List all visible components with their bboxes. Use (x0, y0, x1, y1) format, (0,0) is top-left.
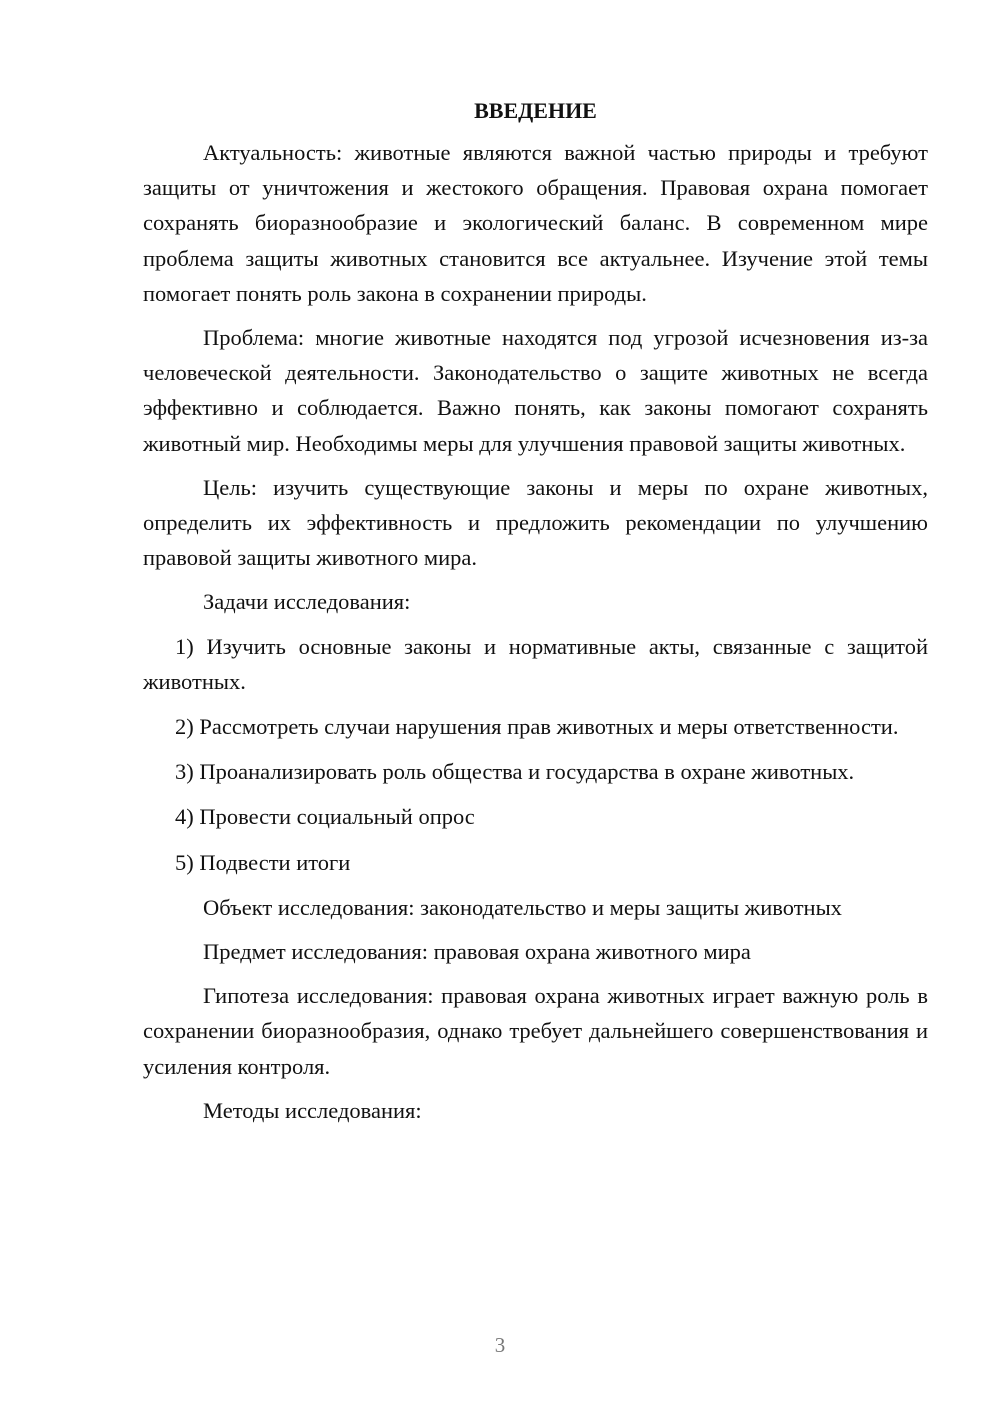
document-title: ВВЕДЕНИЕ (474, 98, 597, 123)
task-item-3: 3) Проанализировать роль общества и государства в охране животных. (175, 759, 855, 785)
task-item-4: 4) Провести социальный опрос (175, 804, 475, 830)
research-methods: Методы исследования: (203, 1097, 422, 1123)
task-item-1: 1) Изучить основные законы и нормативные акты, связанные с защитой животных. (143, 633, 928, 694)
document-content (143, 95, 928, 1137)
goal-paragraph: Цель: изучить существующие законы и меры по охране животных, определить их эффективность и предложить рекомендации по улучшению правовой защиты животного мира. (143, 474, 928, 571)
problem-paragraph: Проблема: многие животные находятся под угрозой исчезновения из-за человеческой деятельности. Законодательство о защите животных не всегда эффективно и соблюдается. Важно понять, как законы помогают сохранять животный мир. Необходимы меры для улучшения правовой защиты животных. (143, 325, 928, 456)
task-item-2: 2) Рассмотреть случаи нарушения прав животных и меры ответственности. (175, 714, 899, 740)
research-hypothesis: Гипотеза исследования: правовая охрана животных играет важную роль в сохранении биоразнообразия, однако требует дальнейшего совершенствования и усиления контроля. (143, 983, 928, 1079)
tasks-heading: Задачи исследования: (203, 589, 411, 615)
relevance-paragraph: Актуальность: животные являются важной частью природы и требуют защиты от уничтожения и жестокого обращения. Правовая охрана помогает сохранять биоразнообразие и экологический баланс. В современном мире проблема защиты животных становится все актуальнее. Изучение этой темы помогает понять роль закона в сохранении природы. (143, 140, 928, 306)
page-number: 3 (494, 1333, 506, 1357)
task-item-5: 5) Подвести итоги (175, 849, 351, 875)
research-subject: Предмет исследования: правовая охрана животного мира (203, 939, 751, 965)
research-object: Объект исследования: законодательство и меры защиты животных (203, 894, 842, 920)
